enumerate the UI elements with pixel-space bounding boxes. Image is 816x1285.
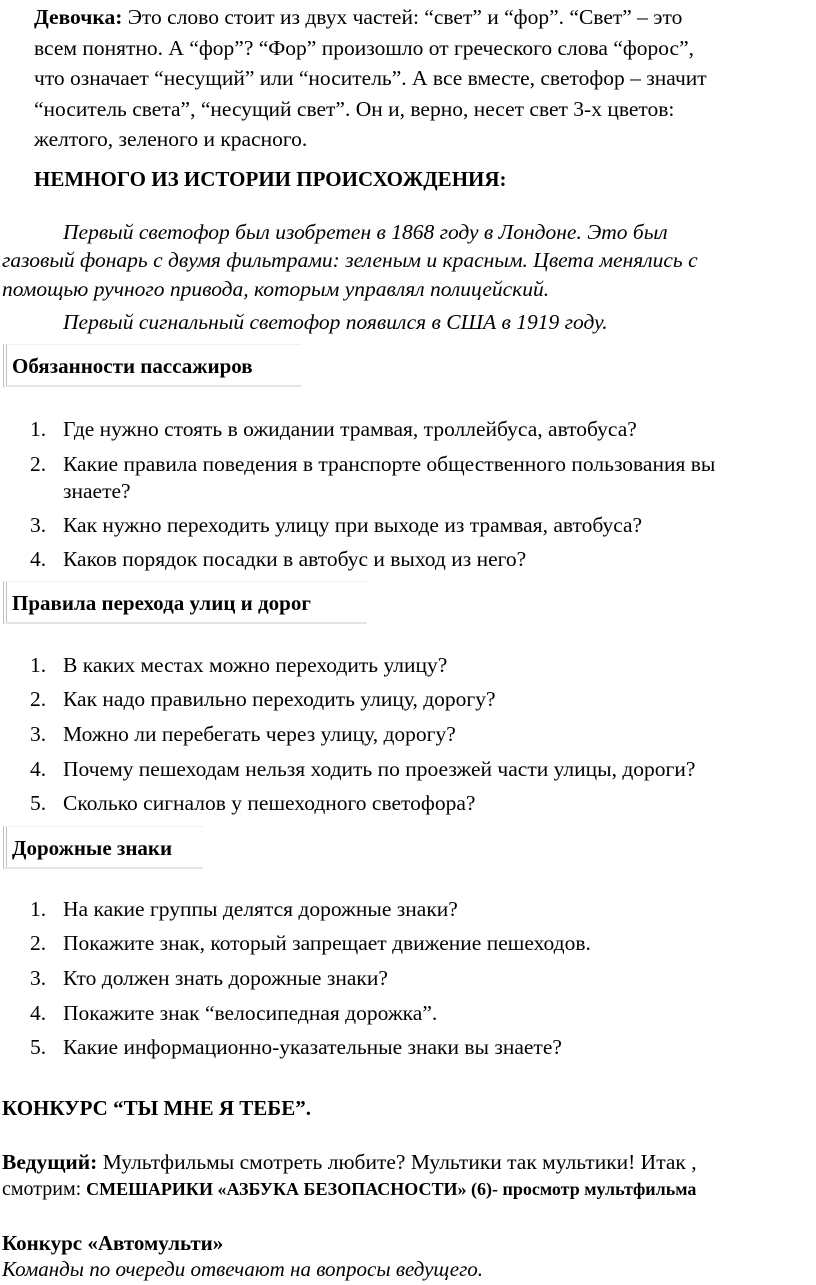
history-line: Первый сигнальный светофор появился в США в 1919 году. [63, 310, 608, 334]
list-item: 2. Как надо правильно переходить улицу, дорогу? [30, 687, 496, 711]
host-speaker: Ведущий: [2, 1150, 98, 1174]
intro-paragraph [34, 2, 794, 155]
list-item: 4. Почему пешеходам нельзя ходить по проезжей части улицы, дороги? [30, 757, 696, 781]
intro-speaker: Девочка: [34, 5, 123, 29]
list-item: 2. Какие правила поведения в транспорте общественного пользования вы [30, 452, 716, 476]
list-item: 1. В каких местах можно переходить улицу? [30, 653, 448, 677]
history-line: газовый фонарь с двумя фильтрами: зеленым и красным. Цвета менялись с [2, 248, 698, 272]
list-item: 3. Кто должен знать дорожные знаки? [30, 966, 388, 990]
auto-contest-note: Команды по очереди отвечают на вопросы ведущего. [2, 1257, 484, 1281]
history-line: Первый светофор был изобретен в 1868 году в Лондоне. Это был [63, 220, 668, 244]
cartoon-title: СМЕШАРИКИ «АЗБУКА БЕЗОПАСНОСТИ» (6)- просмотр мультфильма [86, 1179, 697, 1199]
intro-line: что означает “несущий” или “носитель”. А все вместе, светофор – значит [34, 66, 707, 90]
auto-contest-title: Конкурс «Автомульти» [2, 1231, 224, 1255]
list-item: 5. Сколько сигналов у пешеходного светофора? [30, 791, 476, 815]
section-title: Обязанности пассажиров [12, 354, 253, 378]
section-title: Правила перехода улиц и дорог [12, 591, 311, 615]
host-line: смотрим: СМЕШАРИКИ «АЗБУКА БЕЗОПАСНОСТИ» (6)- просмотр мультфильма [2, 1178, 697, 1200]
section-title: Дорожные знаки [12, 836, 173, 860]
list-item: 1. Где нужно стоять в ожидании трамвая, троллейбуса, автобуса? [30, 417, 637, 441]
list-item: 4. Покажите знак “велосипедная дорожка”. [30, 1001, 438, 1025]
contest-heading: КОНКУРС “ТЫ МНЕ Я ТЕБЕ”. [2, 1096, 311, 1120]
host-line: Ведущий: Мультфильмы смотреть любите? Мультики так мультики! Итак , [2, 1150, 697, 1174]
list-item: 3. Можно ли перебегать через улицу, дорогу? [30, 722, 456, 746]
history-heading: НЕМНОГО ИЗ ИСТОРИИ ПРОИСХОЖДЕНИЯ: [34, 167, 507, 191]
list-item: 5. Какие информационно-указательные знаки вы знаете? [30, 1035, 562, 1059]
list-item-continuation: знаете? [63, 479, 131, 503]
list-item: 1. На какие группы делятся дорожные знаки? [30, 897, 458, 921]
list-item: 2. Покажите знак, который запрещает движение пешеходов. [30, 931, 591, 955]
list-item: 3. Как нужно переходить улицу при выходе из трамвая, автобуса? [30, 513, 643, 537]
intro-line: всем понятно. А “фор”? “Фор” произошло от греческого слова “форос”, [34, 35, 695, 60]
history-line: помощью ручного привода, которым управлял полицейский. [2, 277, 550, 301]
intro-line: Это слово стоит из двух частей: “свет” и “фор”. “Свет” – это [122, 5, 683, 29]
list-item: 4. Каков порядок посадки в автобус и выход из него? [30, 547, 527, 571]
intro-line: желтого, зеленого и красного. [34, 127, 308, 151]
intro-line: “носитель света”, “несущий свет”. Он и, верно, несет свет 3-х цветов: [34, 96, 675, 121]
